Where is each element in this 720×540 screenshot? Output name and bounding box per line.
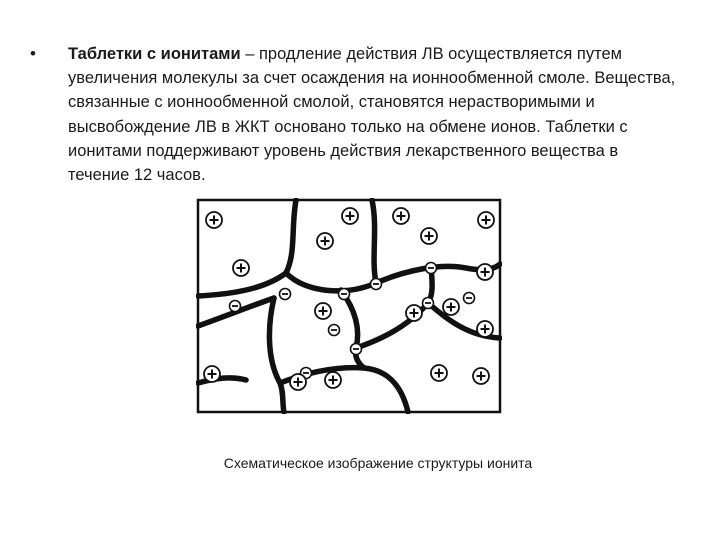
bullet-body: – продление действия ЛВ осуществляется путем увеличения молекулы за счет осаждения на ионнообменной смоле. Вещества, связанные с ионнообменной смолой, становятся нерастворимыми и высвобождение ЛВ в ЖКТ основано только на обмене ионов. Таблетки с ионитами поддерживают уровень действия лекарственного вещества в течение 12 часов. [68, 45, 676, 185]
plus-ion-icon [473, 368, 489, 384]
plus-ion-icon [317, 233, 333, 249]
bullet-point [30, 42, 680, 187]
figure-caption: Схематическое изображение структуры ионита [223, 455, 533, 471]
plus-ion-icon [406, 305, 422, 321]
ion-exchanger-diagram [196, 198, 502, 414]
plus-ion-icon [477, 264, 493, 280]
plus-ion-icon [204, 366, 220, 382]
minus-ion-icon [329, 325, 340, 336]
minus-ion-icon [371, 279, 382, 290]
minus-ion-icon [426, 263, 437, 274]
bullet-text [68, 42, 680, 187]
minus-ion-icon [230, 301, 241, 312]
plus-ion-icon [325, 372, 341, 388]
plus-ion-icon [478, 212, 494, 228]
minus-ion-icon [464, 293, 475, 304]
plus-ion-icon [290, 374, 306, 390]
plus-ion-icon [431, 365, 447, 381]
plus-ion-icon [393, 208, 409, 224]
minus-ion-icon [351, 344, 362, 355]
plus-ion-icon [233, 260, 249, 276]
plus-ion-icon [315, 303, 331, 319]
minus-ion-icon [423, 298, 434, 309]
minus-ion-icon [339, 289, 350, 300]
plus-ion-icon [477, 321, 493, 337]
bullet-marker: • [30, 44, 36, 63]
plus-ion-icon [421, 228, 437, 244]
plus-ion-icon [342, 208, 358, 224]
ion-exchanger-svg [196, 198, 502, 414]
plus-ion-icon [443, 299, 459, 315]
bullet-term: Таблетки с ионитами [68, 45, 241, 63]
minus-ion-icon [280, 289, 291, 300]
chain-c [372, 200, 376, 283]
plus-ion-icon [206, 212, 222, 228]
